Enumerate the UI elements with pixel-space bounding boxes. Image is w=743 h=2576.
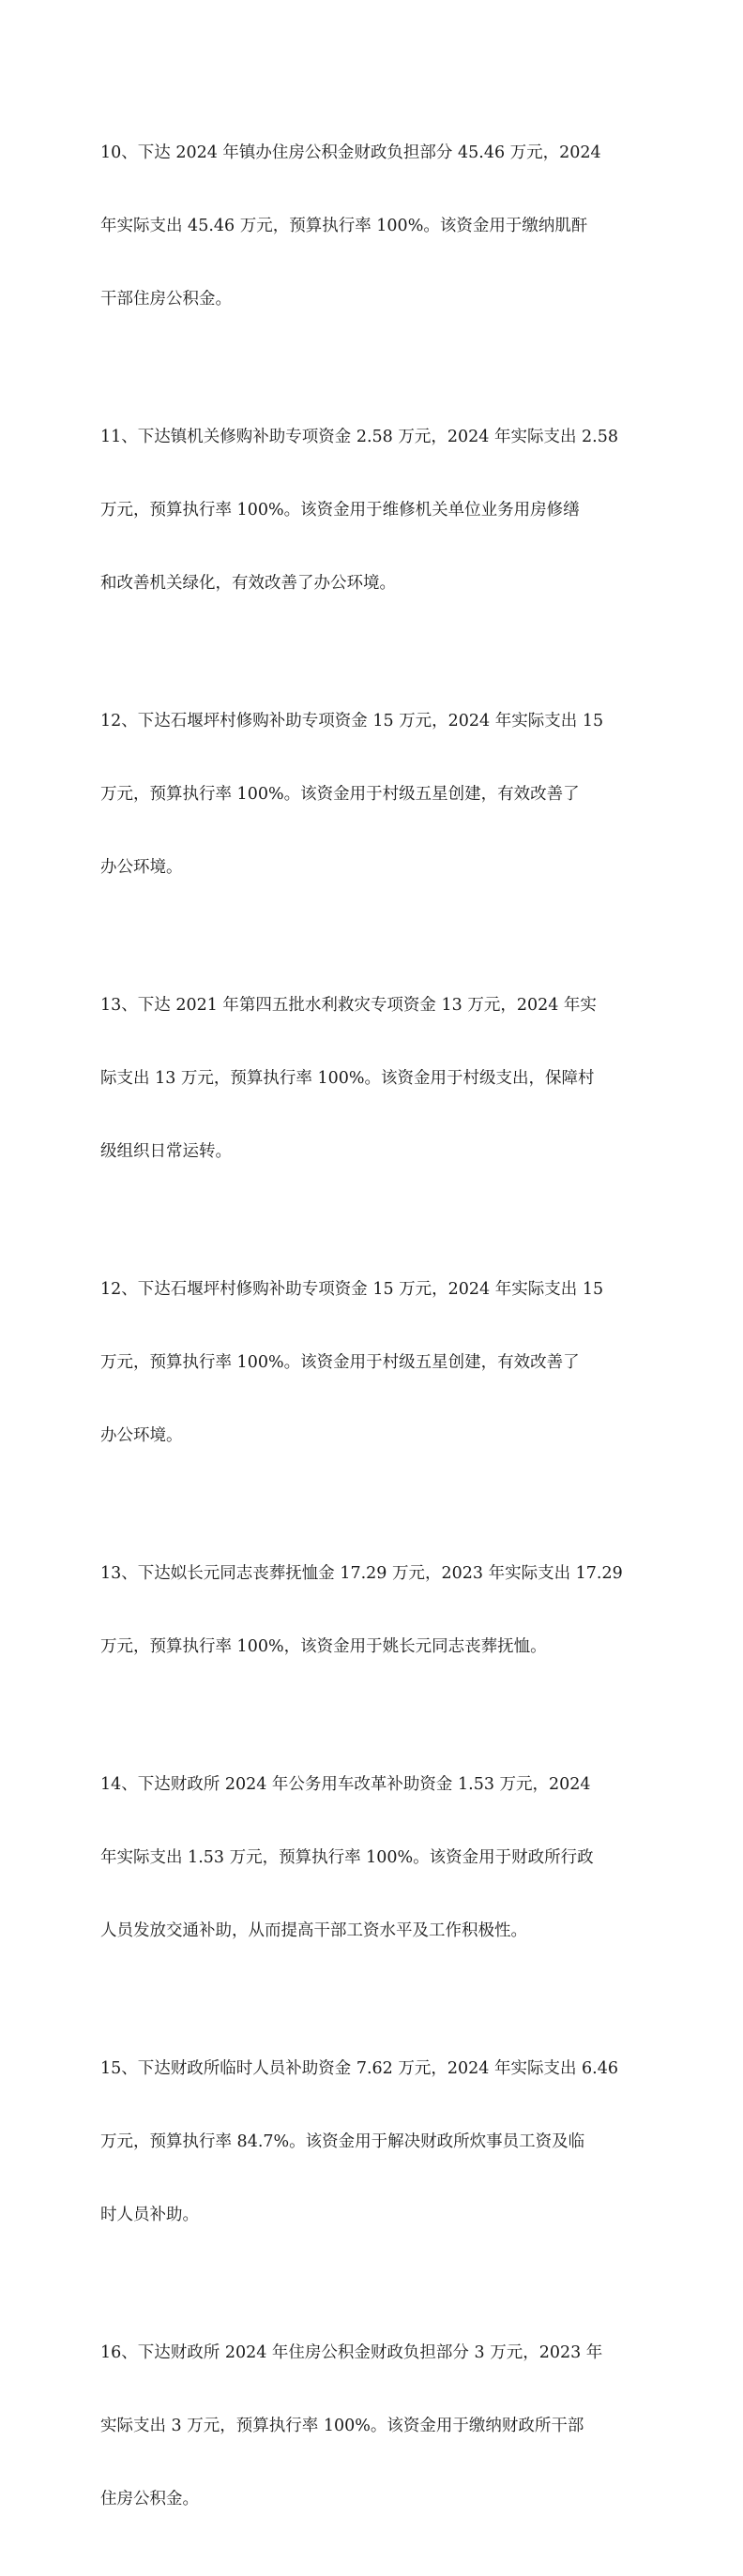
paragraph-item-11 — [100, 376, 682, 644]
paragraph-item-16 — [100, 2292, 682, 2560]
paragraph-item-12b — [100, 1228, 682, 1497]
paragraph-line: 10、下达 2024 年镇办住房公积金财政负担部分 45.46 万元，2024 — [100, 143, 601, 162]
paragraph-line: 年实际支出 1.53 万元，预算执行率 100%。该资金用于财政所行政 — [100, 1848, 594, 1867]
paragraph-line: 13、下达姒长元同志丧葬抚恤金 17.29 万元，2023 年实际支出 17.29 — [100, 1564, 623, 1583]
document-body — [100, 92, 682, 2576]
paragraph-line: 万元，预算执行率 100%。该资金用于维修机关单位业务用房修缮 — [100, 501, 580, 520]
paragraph-line: 级组织日常运转。 — [100, 1142, 232, 1161]
paragraph-line: 时人员补助。 — [100, 2206, 199, 2224]
paragraph-item-13a — [100, 944, 682, 1213]
paragraph-line: 万元，预算执行率 84.7%。该资金用于解决财政所炊事员工资及临 — [100, 2132, 585, 2151]
paragraph-line: 年实际支出 45.46 万元，预算执行率 100%。该资金用于缴纳肌酐 — [100, 217, 588, 235]
paragraph-line: 万元，预算执行率 100%。该资金用于村级五星创建，有效改善了 — [100, 1353, 580, 1372]
paragraph-item-15 — [100, 2008, 682, 2276]
paragraph-line: 住房公积金。 — [100, 2490, 199, 2508]
paragraph-item-14 — [100, 1724, 682, 1992]
paragraph-item-13b — [100, 1513, 682, 1708]
paragraph-line: 15、下达财政所临时人员补助资金 7.62 万元，2024 年实际支出 6.46 — [100, 2059, 618, 2078]
paragraph-line: 和改善机关绿化，有效改善了办公环境。 — [100, 574, 396, 593]
paragraph-line: 12、下达石堰坪村修购补助专项资金 15 万元，2024 年实际支出 15 — [100, 712, 604, 731]
paragraph-line: 干部住房公积金。 — [100, 290, 232, 309]
paragraph-item-12a — [100, 660, 682, 928]
paragraph-line: 万元，预算执行率 100%。该资金用于村级五星创建，有效改善了 — [100, 785, 580, 804]
paragraph-line: 办公环境。 — [100, 1426, 183, 1445]
paragraph-line: 12、下达石堰坪村修购补助专项资金 15 万元，2024 年实际支出 15 — [100, 1280, 604, 1299]
paragraph-item-10 — [100, 92, 682, 360]
paragraph-line: 11、下达镇机关修购补助专项资金 2.58 万元，2024 年实际支出 2.58 — [100, 428, 618, 446]
paragraph-line: 际支出 13 万元，预算执行率 100%。该资金用于村级支出，保障村 — [100, 1069, 595, 1088]
paragraph-line: 16、下达财政所 2024 年住房公积金财政负担部分 3 万元，2023 年 — [100, 2343, 603, 2362]
paragraph-line: 14、下达财政所 2024 年公务用车改革补助资金 1.53 万元，2024 — [100, 1775, 591, 1794]
paragraph-line: 实际支出 3 万元，预算执行率 100%。该资金用于缴纳财政所干部 — [100, 2417, 584, 2435]
paragraph-line: 办公环境。 — [100, 858, 183, 877]
paragraph-line: 13、下达 2021 年第四五批水利救灾专项资金 13 万元，2024 年实 — [100, 996, 597, 1015]
paragraph-line: 万元，预算执行率 100%，该资金用于姚长元同志丧葬抚恤。 — [100, 1637, 547, 1656]
paragraph-line: 人员发放交通补助，从而提高干部工资水平及工作积极性。 — [100, 1921, 527, 1940]
